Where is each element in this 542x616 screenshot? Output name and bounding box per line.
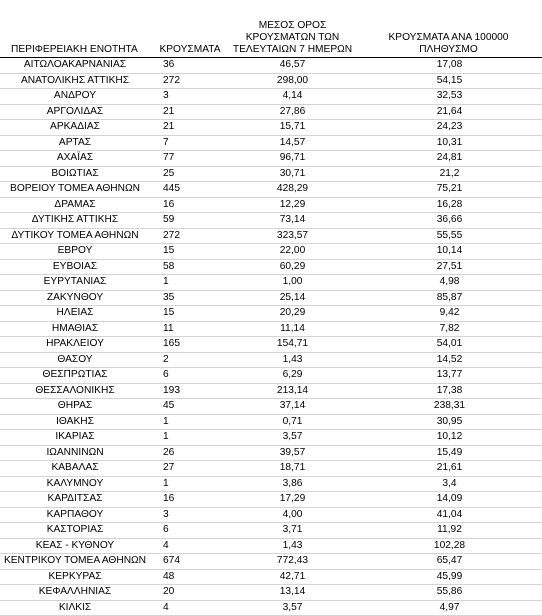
region-cell: ΔΥΤΙΚΗΣ ΑΤΤΙΚΗΣ (0, 213, 150, 229)
cases-cell: 674 (150, 554, 230, 570)
covid-cases-table (0, 12, 542, 616)
per100k-cell: 36,66 (355, 213, 542, 229)
region-cell: ΘΕΣΣΑΛΟΝΙΚΗΣ (0, 383, 150, 399)
cases-cell: 6 (150, 368, 230, 384)
avg-cell: 213,14 (230, 383, 355, 399)
region-cell: ΙΚΑΡΙΑΣ (0, 430, 150, 446)
region-cell: ΚΑΒΑΛΑΣ (0, 461, 150, 477)
cases-cell: 165 (150, 337, 230, 353)
cases-cell: 45 (150, 399, 230, 415)
header-per-100k (355, 12, 542, 58)
cases-cell: 445 (150, 182, 230, 198)
cases-cell: 1 (150, 275, 230, 291)
per100k-cell: 24,23 (355, 120, 542, 136)
avg-cell: 323,57 (230, 228, 355, 244)
per100k-cell: 238,31 (355, 399, 542, 415)
per100k-cell: 15,49 (355, 445, 542, 461)
region-cell: ΑΡΚΑΔΙΑΣ (0, 120, 150, 136)
region-cell: ΕΒΡΟΥ (0, 244, 150, 260)
cases-cell: 4 (150, 600, 230, 616)
table-row (0, 569, 542, 585)
cases-cell: 7 (150, 135, 230, 151)
region-cell: ΚΑΛΥΜΝΟΥ (0, 476, 150, 492)
table-header (0, 12, 542, 58)
region-cell: ΚΕΝΤΡΙΚΟΥ ΤΟΜΕΑ ΑΘΗΝΩΝ (0, 554, 150, 570)
region-cell: ΔΥΤΙΚΟΥ ΤΟΜΕΑ ΑΘΗΝΩΝ (0, 228, 150, 244)
table-row (0, 73, 542, 89)
avg-cell: 1,43 (230, 538, 355, 554)
cases-cell: 1 (150, 476, 230, 492)
table-row (0, 104, 542, 120)
table-row (0, 368, 542, 384)
per100k-cell: 13,77 (355, 368, 542, 384)
avg-cell: 22,00 (230, 244, 355, 260)
avg-cell: 428,29 (230, 182, 355, 198)
table-row (0, 414, 542, 430)
per100k-cell: 9,42 (355, 306, 542, 322)
header-region: ΠΕΡΙΦΕΡΕΙΑΚΗ ΕΝΟΤΗΤΑ (11, 44, 138, 55)
cases-cell: 20 (150, 585, 230, 601)
cases-cell: 16 (150, 492, 230, 508)
per100k-cell: 10,31 (355, 135, 542, 151)
table-row (0, 492, 542, 508)
per100k-cell: 14,09 (355, 492, 542, 508)
table-row (0, 554, 542, 570)
avg-cell: 25,14 (230, 290, 355, 306)
per100k-cell: 27,51 (355, 259, 542, 275)
cases-cell: 3 (150, 89, 230, 105)
table-row (0, 337, 542, 353)
avg-cell: 18,71 (230, 461, 355, 477)
table-row (0, 476, 542, 492)
table-body (0, 58, 542, 616)
table-row (0, 399, 542, 415)
region-cell: ΚΑΣΤΟΡΙΑΣ (0, 523, 150, 539)
per100k-cell: 55,86 (355, 585, 542, 601)
per100k-cell: 85,87 (355, 290, 542, 306)
table-row (0, 244, 542, 260)
avg-cell: 46,57 (230, 58, 355, 74)
cases-cell: 272 (150, 73, 230, 89)
region-cell: ΙΩΑΝΝΙΝΩΝ (0, 445, 150, 461)
avg-cell: 20,29 (230, 306, 355, 322)
region-cell: ΕΥΡΥΤΑΝΙΑΣ (0, 275, 150, 291)
header-avg-7-days (230, 12, 355, 58)
per100k-cell: 10,14 (355, 244, 542, 260)
table-row (0, 585, 542, 601)
cases-cell: 1 (150, 414, 230, 430)
per100k-cell: 11,92 (355, 523, 542, 539)
per100k-cell: 4,98 (355, 275, 542, 291)
table-row (0, 120, 542, 136)
per100k-cell: 65,47 (355, 554, 542, 570)
table-row (0, 321, 542, 337)
cases-cell: 26 (150, 445, 230, 461)
avg-cell: 772,43 (230, 554, 355, 570)
cases-cell: 6 (150, 523, 230, 539)
region-cell: ΗΜΑΘΙΑΣ (0, 321, 150, 337)
header-avg-line: ΜΕΣΟΣ ΟΡΟΣ (258, 20, 327, 31)
per100k-cell: 17,08 (355, 58, 542, 74)
header-per100k-line: ΠΛΗΘΥΣΜΟ (419, 44, 478, 55)
avg-cell: 15,71 (230, 120, 355, 136)
table-row (0, 523, 542, 539)
avg-cell: 298,00 (230, 73, 355, 89)
avg-cell: 37,14 (230, 399, 355, 415)
avg-cell: 3,57 (230, 600, 355, 616)
cases-cell: 2 (150, 352, 230, 368)
table-row (0, 58, 542, 74)
table-row (0, 352, 542, 368)
per100k-cell: 30,95 (355, 414, 542, 430)
table-row (0, 383, 542, 399)
avg-cell: 4,00 (230, 507, 355, 523)
cases-cell: 48 (150, 569, 230, 585)
region-cell: ΘΑΣΟΥ (0, 352, 150, 368)
per100k-cell: 75,21 (355, 182, 542, 198)
table-row (0, 213, 542, 229)
region-cell: ΒΟΙΩΤΙΑΣ (0, 166, 150, 182)
table-row (0, 166, 542, 182)
avg-cell: 4,14 (230, 89, 355, 105)
header-avg-line: ΤΕΛΕΥΤΑΙΩΝ 7 ΗΜΕΡΩΝ (232, 44, 353, 55)
per100k-cell: 102,28 (355, 538, 542, 554)
region-cell: ΑΙΤΩΛΟΑΚΑΡΝΑΝΙΑΣ (0, 58, 150, 74)
per100k-cell: 10,12 (355, 430, 542, 446)
per100k-cell: 14,52 (355, 352, 542, 368)
region-cell: ΚΕΡΚΥΡΑΣ (0, 569, 150, 585)
avg-cell: 154,71 (230, 337, 355, 353)
cases-cell: 193 (150, 383, 230, 399)
avg-cell: 27,86 (230, 104, 355, 120)
per100k-cell: 21,2 (355, 166, 542, 182)
region-cell: ΘΕΣΠΡΩΤΙΑΣ (0, 368, 150, 384)
cases-cell: 36 (150, 58, 230, 74)
per100k-cell: 3,4 (355, 476, 542, 492)
avg-cell: 1,00 (230, 275, 355, 291)
table-row (0, 507, 542, 523)
region-cell: ΚΑΡΔΙΤΣΑΣ (0, 492, 150, 508)
region-cell: ΑΧΑΪΑΣ (0, 151, 150, 167)
per100k-cell: 4,97 (355, 600, 542, 616)
table-row (0, 600, 542, 616)
region-cell: ΑΡΓΟΛΙΔΑΣ (0, 104, 150, 120)
region-cell: ΚΕΑΣ - ΚΥΘΝΟΥ (0, 538, 150, 554)
per100k-cell: 54,01 (355, 337, 542, 353)
avg-cell: 17,29 (230, 492, 355, 508)
region-cell: ΘΗΡΑΣ (0, 399, 150, 415)
region-cell: ΚΙΛΚΙΣ (0, 600, 150, 616)
per100k-cell: 55,55 (355, 228, 542, 244)
table-row (0, 89, 542, 105)
region-cell: ΔΡΑΜΑΣ (0, 197, 150, 213)
avg-cell: 1,43 (230, 352, 355, 368)
avg-cell: 73,14 (230, 213, 355, 229)
avg-cell: 0,71 (230, 414, 355, 430)
region-cell: ΚΑΡΠΑΘΟΥ (0, 507, 150, 523)
per100k-cell: 21,64 (355, 104, 542, 120)
cases-cell: 25 (150, 166, 230, 182)
avg-cell: 3,86 (230, 476, 355, 492)
cases-cell: 35 (150, 290, 230, 306)
per100k-cell: 41,04 (355, 507, 542, 523)
avg-cell: 6,29 (230, 368, 355, 384)
table-row (0, 306, 542, 322)
table-row (0, 290, 542, 306)
region-cell: ΑΡΤΑΣ (0, 135, 150, 151)
region-cell: ΖΑΚΥΝΘΟΥ (0, 290, 150, 306)
avg-cell: 14,57 (230, 135, 355, 151)
table-row (0, 197, 542, 213)
cases-cell: 58 (150, 259, 230, 275)
region-cell: ΑΝΑΤΟΛΙΚΗΣ ΑΤΤΙΚΗΣ (0, 73, 150, 89)
header-per100k-line: ΚΡΟΥΣΜΑΤΑ ΑΝΑ 100000 (388, 32, 509, 43)
avg-cell: 60,29 (230, 259, 355, 275)
avg-cell: 30,71 (230, 166, 355, 182)
region-cell: ΚΕΦΑΛΛΗΝΙΑΣ (0, 585, 150, 601)
region-cell: ΕΥΒΟΙΑΣ (0, 259, 150, 275)
cases-cell: 15 (150, 244, 230, 260)
avg-cell: 12,29 (230, 197, 355, 213)
header-avg-line: ΚΡΟΥΣΜΑΤΩΝ ΤΩΝ (245, 32, 340, 43)
per100k-cell: 21,61 (355, 461, 542, 477)
cases-cell: 1 (150, 430, 230, 446)
per100k-cell: 17,38 (355, 383, 542, 399)
table-row (0, 445, 542, 461)
header-cases: ΚΡΟΥΣΜΑΤΑ (159, 44, 221, 55)
table-row (0, 259, 542, 275)
cases-cell: 3 (150, 507, 230, 523)
cases-cell: 77 (150, 151, 230, 167)
per100k-cell: 16,28 (355, 197, 542, 213)
cases-cell: 59 (150, 213, 230, 229)
per100k-cell: 32,53 (355, 89, 542, 105)
avg-cell: 42,71 (230, 569, 355, 585)
table-row (0, 461, 542, 477)
cases-cell: 11 (150, 321, 230, 337)
per100k-cell: 7,82 (355, 321, 542, 337)
cases-cell: 27 (150, 461, 230, 477)
per100k-cell: 54,15 (355, 73, 542, 89)
avg-cell: 3,57 (230, 430, 355, 446)
avg-cell: 11,14 (230, 321, 355, 337)
cases-cell: 21 (150, 120, 230, 136)
cases-cell: 4 (150, 538, 230, 554)
avg-cell: 13,14 (230, 585, 355, 601)
per100k-cell: 24,81 (355, 151, 542, 167)
cases-cell: 272 (150, 228, 230, 244)
region-cell: ΒΟΡΕΙΟΥ ΤΟΜΕΑ ΑΘΗΝΩΝ (0, 182, 150, 198)
table-row (0, 538, 542, 554)
per100k-cell: 45,99 (355, 569, 542, 585)
table-row (0, 430, 542, 446)
cases-cell: 16 (150, 197, 230, 213)
avg-cell: 39,57 (230, 445, 355, 461)
cases-cell: 15 (150, 306, 230, 322)
table-row (0, 135, 542, 151)
avg-cell: 96,71 (230, 151, 355, 167)
table-row (0, 275, 542, 291)
table-row (0, 182, 542, 198)
table-row (0, 228, 542, 244)
cases-cell: 21 (150, 104, 230, 120)
avg-cell: 3,71 (230, 523, 355, 539)
table-row (0, 151, 542, 167)
region-cell: ΗΡΑΚΛΕΙΟΥ (0, 337, 150, 353)
region-cell: ΗΛΕΙΑΣ (0, 306, 150, 322)
region-cell: ΑΝΔΡΟΥ (0, 89, 150, 105)
region-cell: ΙΘΑΚΗΣ (0, 414, 150, 430)
